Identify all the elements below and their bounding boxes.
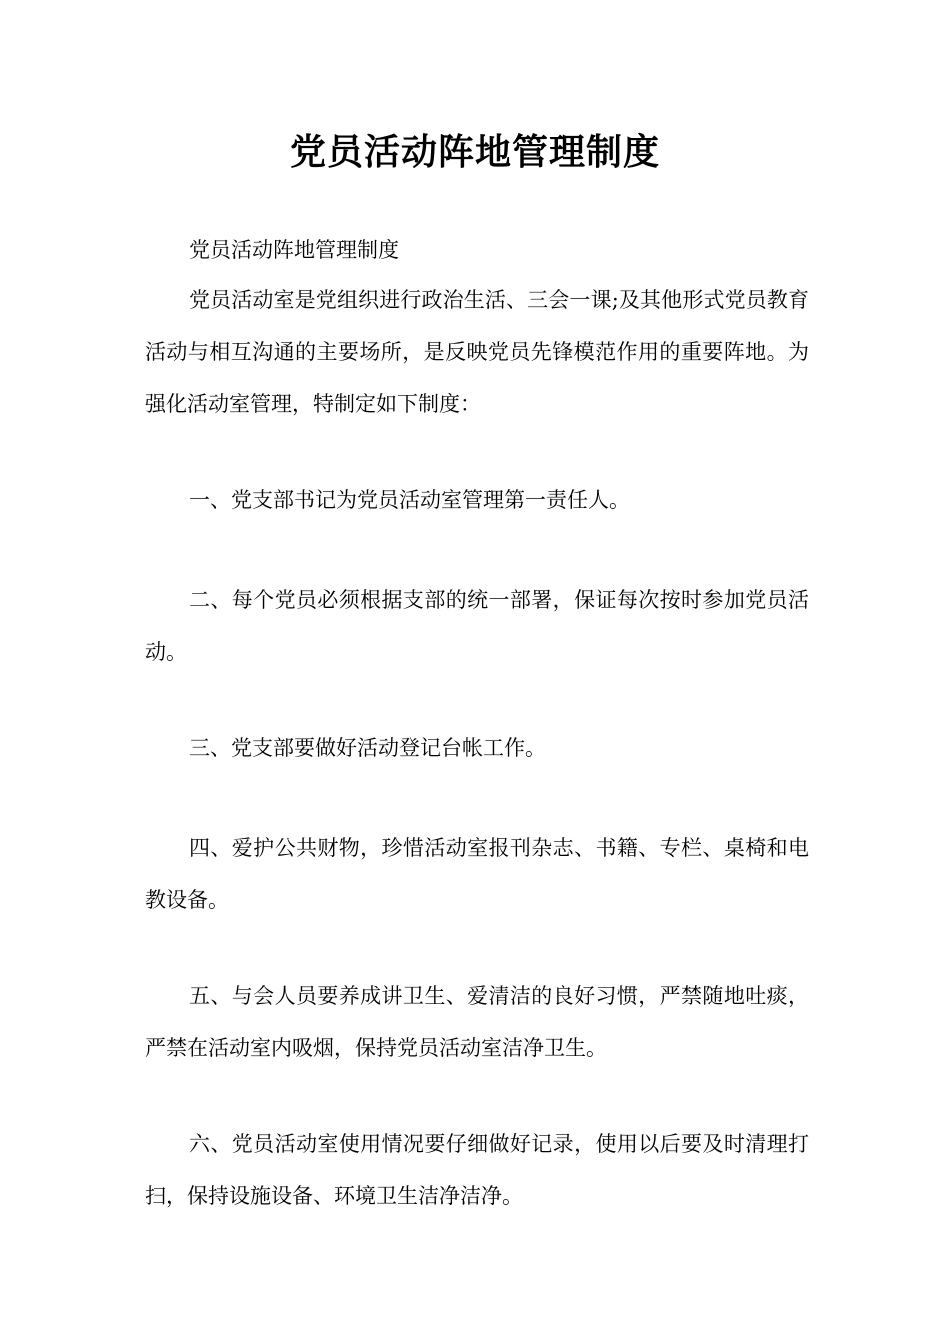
rule-item-3: 三、党支部要做好活动登记台帐工作。 (189, 736, 546, 760)
rule-item-2: 二、每个党员必须根据支部的统一部署，保证每次按时参加党员活动。 (145, 588, 809, 664)
rule-item-4: 四、爱护公共财物，珍惜活动室报刊杂志、书籍、专栏、桌椅和电教设备。 (145, 836, 809, 912)
rule-item-5: 五、与会人员要养成讲卫生、爱清洁的良好习惯，严禁随地吐痰，严禁在活动室内吸烟，保持党员活动室洁净卫生。 (145, 984, 809, 1060)
intro-paragraph: 党员活动室是党组织进行政治生活、三会一课;及其他形式党员教育活动与相互沟通的主要场所，是反映党员先锋模范作用的重要阵地。为强化活动室管理，特制定如下制度： (145, 288, 809, 416)
document-title: 党员活动阵地管理制度 (289, 132, 660, 173)
rule-item-6: 六、党员活动室使用情况要仔细做好记录，使用以后要及时清理打扫，保持设施设备、环境卫生洁净洁净。 (145, 1132, 809, 1208)
document-subtitle: 党员活动阵地管理制度 (189, 238, 399, 262)
rule-item-1: 一、党支部书记为党员活动室管理第一责任人。 (189, 488, 630, 512)
